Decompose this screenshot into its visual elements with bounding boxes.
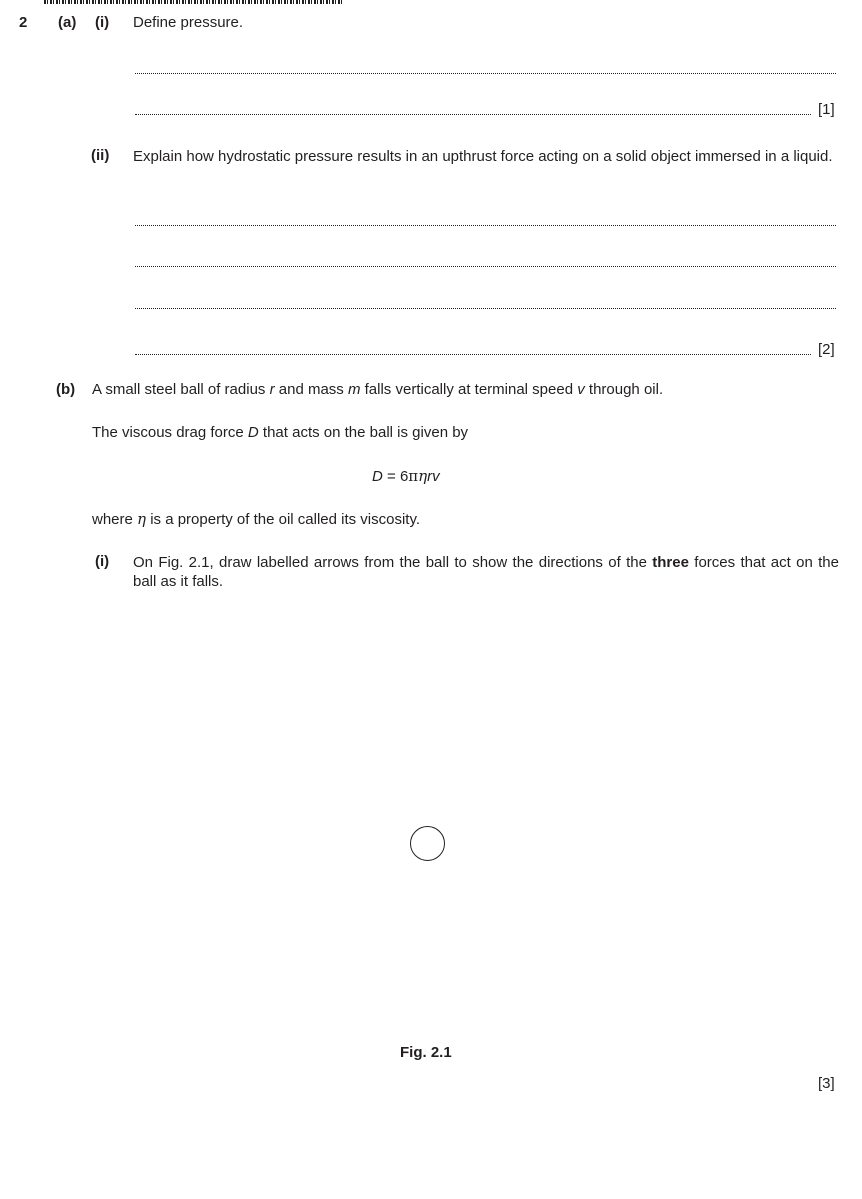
- part-a-i-label: (i): [95, 14, 110, 31]
- viscosity-sentence: [92, 510, 420, 528]
- symbol-rv: rv: [427, 468, 440, 485]
- part-a-label: (a): [58, 14, 77, 31]
- text-span: = 6: [382, 468, 409, 485]
- text-span: where: [92, 511, 138, 528]
- symbol-D: D: [247, 424, 259, 441]
- part-b-intro: [92, 381, 663, 398]
- mark-allocation: [3]: [818, 1075, 835, 1092]
- text-span: On Fig. 2.1, draw labelled arrows from the ball to show the directions of the: [133, 554, 653, 571]
- drag-force-sentence: [92, 424, 468, 441]
- emphasis-three: three: [652, 554, 689, 571]
- part-a-i-question: Define pressure.: [133, 14, 244, 31]
- symbol-D: D: [372, 468, 383, 485]
- barcode: [44, 0, 344, 4]
- symbol-r: r: [269, 381, 275, 398]
- question-number: 2: [19, 14, 28, 31]
- answer-line[interactable]: [135, 354, 811, 355]
- mark-allocation: [2]: [818, 341, 835, 358]
- answer-line[interactable]: [135, 308, 836, 309]
- symbol-m: m: [347, 381, 361, 398]
- text-span: A small steel ball of radius: [92, 381, 270, 398]
- part-b-i-question: [133, 553, 839, 591]
- text-span: that acts on the ball is given by: [258, 424, 469, 441]
- drag-equation: [372, 467, 440, 485]
- text-span: and mass: [274, 381, 348, 398]
- symbol-eta: η: [418, 467, 428, 485]
- text-span: is a property of the oil called its viscosity.: [146, 511, 421, 528]
- symbol-pi: π: [408, 467, 419, 485]
- part-a-ii-label: (ii): [91, 147, 110, 164]
- part-b-label: (b): [56, 381, 76, 398]
- text-span: forces that act on the ball as it falls.: [133, 554, 839, 590]
- answer-line[interactable]: [135, 114, 811, 115]
- steel-ball-circle: [410, 826, 445, 861]
- answer-line[interactable]: [135, 225, 836, 226]
- part-a-ii-question: Explain how hydrostatic pressure results in an upthrust force acting on a solid object immersed in a liquid.: [133, 148, 833, 165]
- symbol-eta: η: [137, 510, 147, 528]
- answer-line[interactable]: [135, 266, 836, 267]
- figure-caption: Fig. 2.1: [400, 1044, 452, 1061]
- text-span: The viscous drag force: [92, 424, 248, 441]
- answer-line[interactable]: [135, 73, 836, 74]
- text-span: through oil.: [584, 381, 664, 398]
- part-b-i-label: (i): [95, 553, 110, 570]
- mark-allocation: [1]: [818, 101, 835, 118]
- symbol-v: v: [577, 381, 585, 398]
- text-span: falls vertically at terminal speed: [360, 381, 578, 398]
